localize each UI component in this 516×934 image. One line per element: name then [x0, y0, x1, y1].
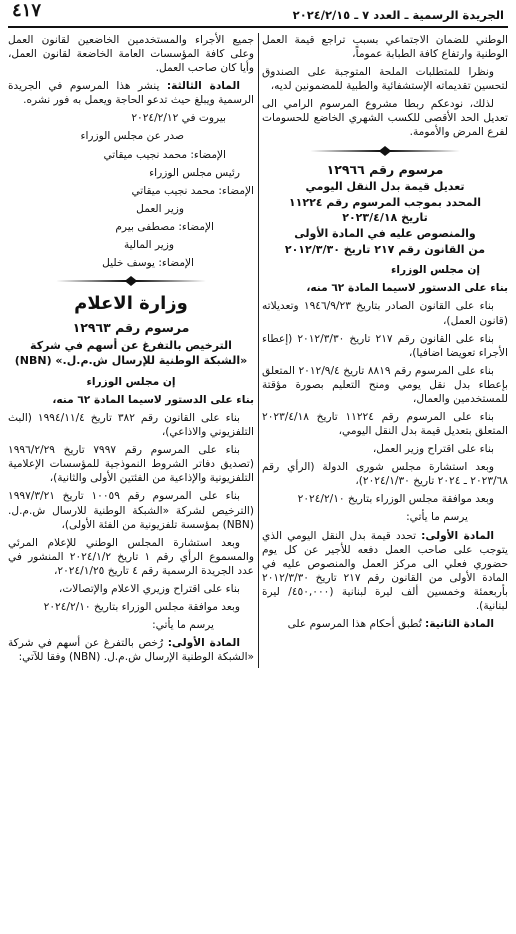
article-paragraph	[8, 636, 254, 664]
article-text: تحدد قيمة بدل النقل اليومي الذي يتوجب على صاحب العمل دفعه للأجير عن كل يوم حضوري فعلي الى مركز العمل والمنصوص عليه في المادة الأولى من القانون رقم ٢١٧ تاريخ ٢٠١٢/٣/٣٠ بأربعمئة وخمسين ألف ليرة لبنانية (٤٥٠,٠٠٠/ ليرة لبنانية).	[262, 529, 508, 612]
article-text: ينشر هذا المرسوم في الجريدة الرسمية ويبلغ حيث تدعو الحاجة ويعمل به فور نشره.	[8, 80, 254, 107]
recital: وبعد استشارة مجلس شورى الدولة (الرأي رقم ٢٠٢٣/٦٨ ـ ٢٠٢٤ تاريخ ٢٠٢٤/١/٣٠)،	[262, 461, 508, 488]
article-paragraph	[262, 617, 508, 631]
signature: الإمضاء: يوسف خليل	[102, 257, 194, 270]
issued-by: صدر عن مجلس الوزراء	[80, 130, 184, 143]
decree-title: مرسوم رقم ١٢٩٦٣	[72, 320, 190, 336]
article-paragraph	[8, 79, 254, 107]
recital: بناء على القانون رقم ٣٨٢ تاريخ ١٩٩٤/١١/٤ (البث التلفزيوني والاذاعي)،	[8, 412, 254, 439]
right-column	[262, 33, 508, 668]
two-column-body	[8, 33, 508, 668]
ministry-heading: وزارة الاعلام	[74, 293, 188, 315]
recital: وبعد موافقة مجلس الوزراء بتاريخ ٢٠٢٤/٢/١٠	[297, 493, 494, 506]
recital: بناء على المرسوم رقم ٧٩٩٧ تاريخ ١٩٩٦/٢/٢٩ (تصديق دفاتر الشروط النموذجية للمؤسسات الإعلامية التلفزيونية والإذاعية من الفئتين الأولى والثانية)،	[8, 444, 254, 485]
decrees-line: يرسم ما يأتي:	[152, 619, 214, 632]
intro-paragraph: لذلك، نودعكم ربطا مشروع المرسوم الرامي الى تعديل الحد الأقصى للكسب الشهري الخاضع للحسومات لفرع المرض والأمومة.	[262, 98, 508, 139]
decree-subtitle-line: الترخيص بالتفرغ عن أسهم في شركة	[30, 338, 232, 352]
recital: وبعد موافقة مجلس الوزراء بتاريخ ٢٠٢٤/٢/١٠	[43, 601, 240, 613]
article-text: رُخص بالتفرغ عن أسهم في شركة «الشبكة الوطنية الإرسال ش.م.ل. (NBN) وفقا للآتي:	[8, 637, 254, 664]
decree-title: مرسوم رقم ١٢٩٦٦	[326, 161, 444, 177]
article-label: المادة الأولى:	[421, 529, 495, 542]
constitution-recital: بناء على الدستور لاسيما المادة ٦٢ منه،	[52, 393, 254, 406]
council-heading: إن مجلس الوزراء	[86, 375, 176, 388]
recital: بناء على القانون رقم ٢١٧ تاريخ ٢٠١٢/٣/٣٠ (إعطاء الأجراء تعويضا اضافيا)،	[262, 332, 508, 359]
decree-subtitle-line: «الشبكة الوطنية للإرسال ش.م.ل.» (NBN)	[14, 354, 248, 368]
article-paragraph	[262, 529, 508, 613]
left-column	[8, 33, 254, 668]
ornament-divider	[262, 144, 508, 158]
signature: الإمضاء: محمد نجيب ميقاتي	[131, 184, 254, 197]
column-divider	[258, 33, 259, 668]
recital: بناء على القانون الصادر بتاريخ ١٩٤٦/٩/٢٣ وتعديلاته (قانون العمل)،	[262, 300, 508, 327]
recital: بناء على المرسوم رقم ٨٨١٩ تاريخ ٢٠١٢/٩/٤ المتعلق بإعطاء بدل نقل يومي ومنح التعليم بصورة مؤقتة للمستخدمين والعمال،	[262, 364, 508, 405]
council-heading: إن مجلس الوزراء	[390, 264, 480, 277]
ornament-divider-graphic	[305, 145, 465, 157]
constitution-recital: بناء على الدستور لاسيما المادة ٦٢ منه،	[306, 282, 508, 295]
place-date: بيروت في ٢٠٢٤/٢/١٢	[131, 112, 226, 125]
decree-subtitle-line: تعديل قيمة بدل النقل اليومي	[305, 180, 465, 194]
signatory-title: وزير المالية	[123, 238, 174, 251]
ornament-divider-graphic	[51, 275, 211, 287]
signatory-title: وزير العمل	[136, 202, 184, 215]
signature: الإمضاء: محمد نجيب ميقاتي	[103, 148, 226, 161]
decree-subtitle-line: والمنصوص عليه في المادة الأولى	[294, 227, 476, 241]
decree-subtitle-line: المحدد بموجب المرسوم رقم ١١٢٢٤	[288, 195, 482, 209]
continued-paragraph: جميع الأجراء والمستخدمين الخاضعين لقانون العمل وعلى كافة المؤسسات العامة الخاضعة لقانون العمل، وأيا كان صاحب العمل.	[8, 34, 254, 75]
signatory-title: رئيس مجلس الوزراء	[149, 166, 240, 179]
page-number: ٤١٧	[12, 0, 42, 22]
recital: بناء على المرسوم رقم ١٠٠٥٩ تاريخ ١٩٩٧/٣/٢١ (الترخيص لشركة «الشبكة الوطنية للارسال ش.م.ل. (NBN) بمؤسسة تلفزيونية من الفئة الأولى)،	[8, 490, 254, 531]
signature: الإمضاء: مصطفى بيرم	[115, 220, 214, 233]
decree-subtitle-line: من القانون رقم ٢١٧ تاريخ ٢٠١٢/٣/٣٠	[284, 242, 486, 256]
recital: بناء على المرسوم رقم ١١٢٢٤ تاريخ ٢٠٢٣/٤/١٨ المتعلق بتعديل قيمة بدل النقل اليومي،	[262, 411, 508, 438]
decree-subtitle-line: تاريخ ٢٠٢٣/٤/١٨	[342, 211, 428, 225]
running-header: الجريدة الرسمية ـ العدد ٧ ـ ٢٠٢٤/٢/١٥	[292, 7, 504, 22]
decrees-line: يرسم ما يأتي:	[406, 511, 468, 524]
recital: بناء على اقتراح وزيري الاعلام والإتصالات،	[58, 582, 240, 595]
article-label: المادة الثالثة:	[166, 80, 240, 93]
article-label: المادة الأولى:	[167, 637, 240, 650]
recital: وبعد استشارة المجلس الوطني للإعلام المرئي والمسموع الرأي رقم ١ تاريخ ٢٠٢٤/١/٢ المنشور في عدد الجريدة الرسمية رقم ٤ تاريخ ٢٠٢٤/١/٢٥،	[8, 536, 254, 577]
recital: بناء على اقتراح وزير العمل،	[372, 443, 494, 456]
article-label: المادة الثانية:	[425, 618, 494, 631]
article-text: تُطبق أحكام هذا المرسوم على	[287, 618, 422, 631]
intro-paragraph: ونظرا للمتطلبات الملحة المتوجبة على الصندوق لتحسين تقديماته الإستشفائية والطبية للمضمونين لديه،	[262, 66, 508, 93]
intro-paragraph: الوطني للضمان الاجتماعي بسبب تراجع قيمة العمل الوطنية وارتفاع كافة الطبابة عموماً،	[262, 34, 508, 61]
ornament-divider	[8, 274, 254, 288]
page-header	[8, 0, 508, 28]
